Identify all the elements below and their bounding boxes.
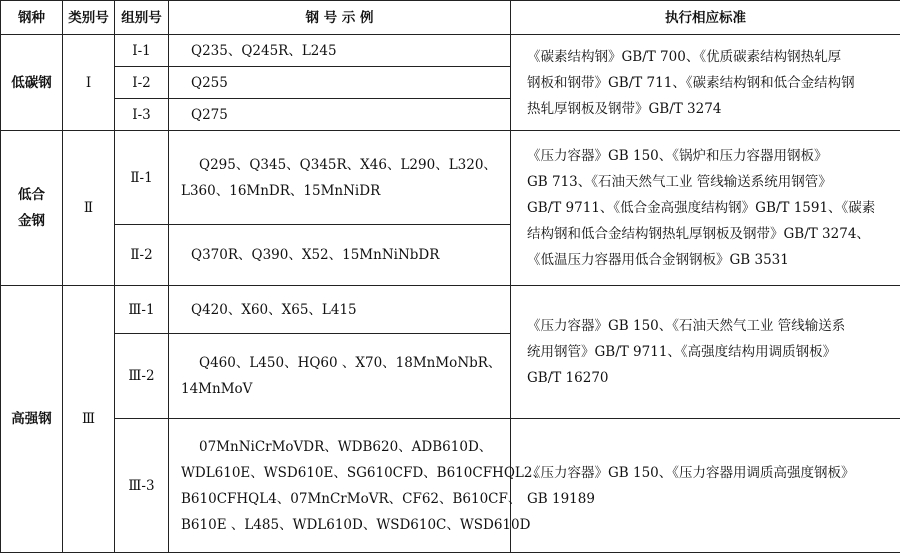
standard-line: 《低温压力容器用低合金钢钢板》GB 3531 bbox=[527, 247, 892, 273]
standard-line: 《压力容器》GB 150、《压力容器用调质高强度钢板》 bbox=[527, 460, 892, 486]
steel-examples bbox=[169, 334, 511, 419]
steel-examples bbox=[169, 131, 511, 225]
standard-line: 热轧厚钢板及钢带》GB/T 3274 bbox=[527, 96, 892, 122]
standard-text bbox=[511, 131, 900, 286]
group-no: Ⅱ-2 bbox=[115, 225, 169, 286]
standard-line: 《碳素结构钢》GB/T 700、《优质碳素结构钢热轧厚 bbox=[527, 44, 892, 70]
steel-type-line: 低合 bbox=[1, 182, 62, 208]
header-steel-type: 钢种 bbox=[1, 1, 63, 35]
header-group-no: 组别号 bbox=[115, 1, 169, 35]
example-line: Q460、L450、HQ60 、X70、18MnMoNbR、 bbox=[181, 350, 502, 376]
group-no: Ⅰ-1 bbox=[115, 35, 169, 67]
steel-examples: Q275 bbox=[169, 99, 511, 131]
standard-line: 钢板和钢带》GB/T 711、《碳素结构钢和低合金结构钢 bbox=[527, 70, 892, 96]
header-standard: 执行相应标准 bbox=[511, 1, 900, 35]
steel-examples: Q370R、Q390、X52、15MnNiNbDR bbox=[169, 225, 511, 286]
group-no: Ⅱ-1 bbox=[115, 131, 169, 225]
group-no: Ⅲ-2 bbox=[115, 334, 169, 419]
example-line: WDL610E、WSD610E、SG610CFD、B610CFHQL2、 bbox=[181, 460, 502, 486]
table-row bbox=[1, 35, 900, 67]
steel-type-high-strength: 高强钢 bbox=[1, 286, 63, 553]
example-line: L360、16MnDR、15MnNiDR bbox=[181, 178, 502, 204]
standard-line: GB/T 9711、《低合金高强度结构钢》GB/T 1591、《碳素 bbox=[527, 195, 892, 221]
header-examples: 钢 号 示 例 bbox=[169, 1, 511, 35]
class-no: Ⅲ bbox=[63, 286, 115, 553]
standard-line: GB 713、《石油天然气工业 管线输送系统用钢管》 bbox=[527, 169, 892, 195]
standard-line: GB/T 16270 bbox=[527, 365, 892, 391]
group-no: Ⅰ-3 bbox=[115, 99, 169, 131]
standard-text bbox=[511, 35, 900, 131]
table-row bbox=[1, 131, 900, 225]
standard-text bbox=[511, 419, 900, 553]
standard-line: 《压力容器》GB 150、《石油天然气工业 管线输送系 bbox=[527, 313, 892, 339]
example-line: 14MnMoV bbox=[181, 376, 502, 402]
group-no: Ⅲ-1 bbox=[115, 286, 169, 334]
standard-line: GB 19189 bbox=[527, 486, 892, 512]
header-class-no: 类别号 bbox=[63, 1, 115, 35]
example-line: Q295、Q345、Q345R、X46、L290、L320、 bbox=[181, 152, 502, 178]
group-no: Ⅲ-3 bbox=[115, 419, 169, 553]
steel-type-line: 金钢 bbox=[1, 208, 62, 234]
steel-examples: Q255 bbox=[169, 67, 511, 99]
class-no: Ⅰ bbox=[63, 35, 115, 131]
steel-examples: Q420、X60、X65、L415 bbox=[169, 286, 511, 334]
table-row bbox=[1, 419, 900, 553]
example-line: 07MnNiCrMoVDR、WDB620、ADB610D、 bbox=[181, 434, 502, 460]
steel-examples bbox=[169, 419, 511, 553]
example-line: B610CFHQL4、07MnCrMoVR、CF62、B610CF、 bbox=[181, 486, 502, 512]
example-line: B610E 、L485、WDL610D、WSD610C、WSD610D bbox=[181, 512, 502, 538]
table-row bbox=[1, 286, 900, 334]
standard-line: 结构钢和低合金结构钢热轧厚钢板及钢带》GB/T 3274、 bbox=[527, 221, 892, 247]
group-no: Ⅰ-2 bbox=[115, 67, 169, 99]
header-row bbox=[1, 1, 900, 35]
standard-text bbox=[511, 286, 900, 419]
steel-type-low-alloy bbox=[1, 131, 63, 286]
steel-examples: Q235、Q245R、L245 bbox=[169, 35, 511, 67]
steel-type-low-carbon: 低碳钢 bbox=[1, 35, 63, 131]
standard-line: 《压力容器》GB 150、《锅炉和压力容器用钢板》 bbox=[527, 143, 892, 169]
class-no: Ⅱ bbox=[63, 131, 115, 286]
standard-line: 统用钢管》GB/T 9711、《高强度结构用调质钢板》 bbox=[527, 339, 892, 365]
